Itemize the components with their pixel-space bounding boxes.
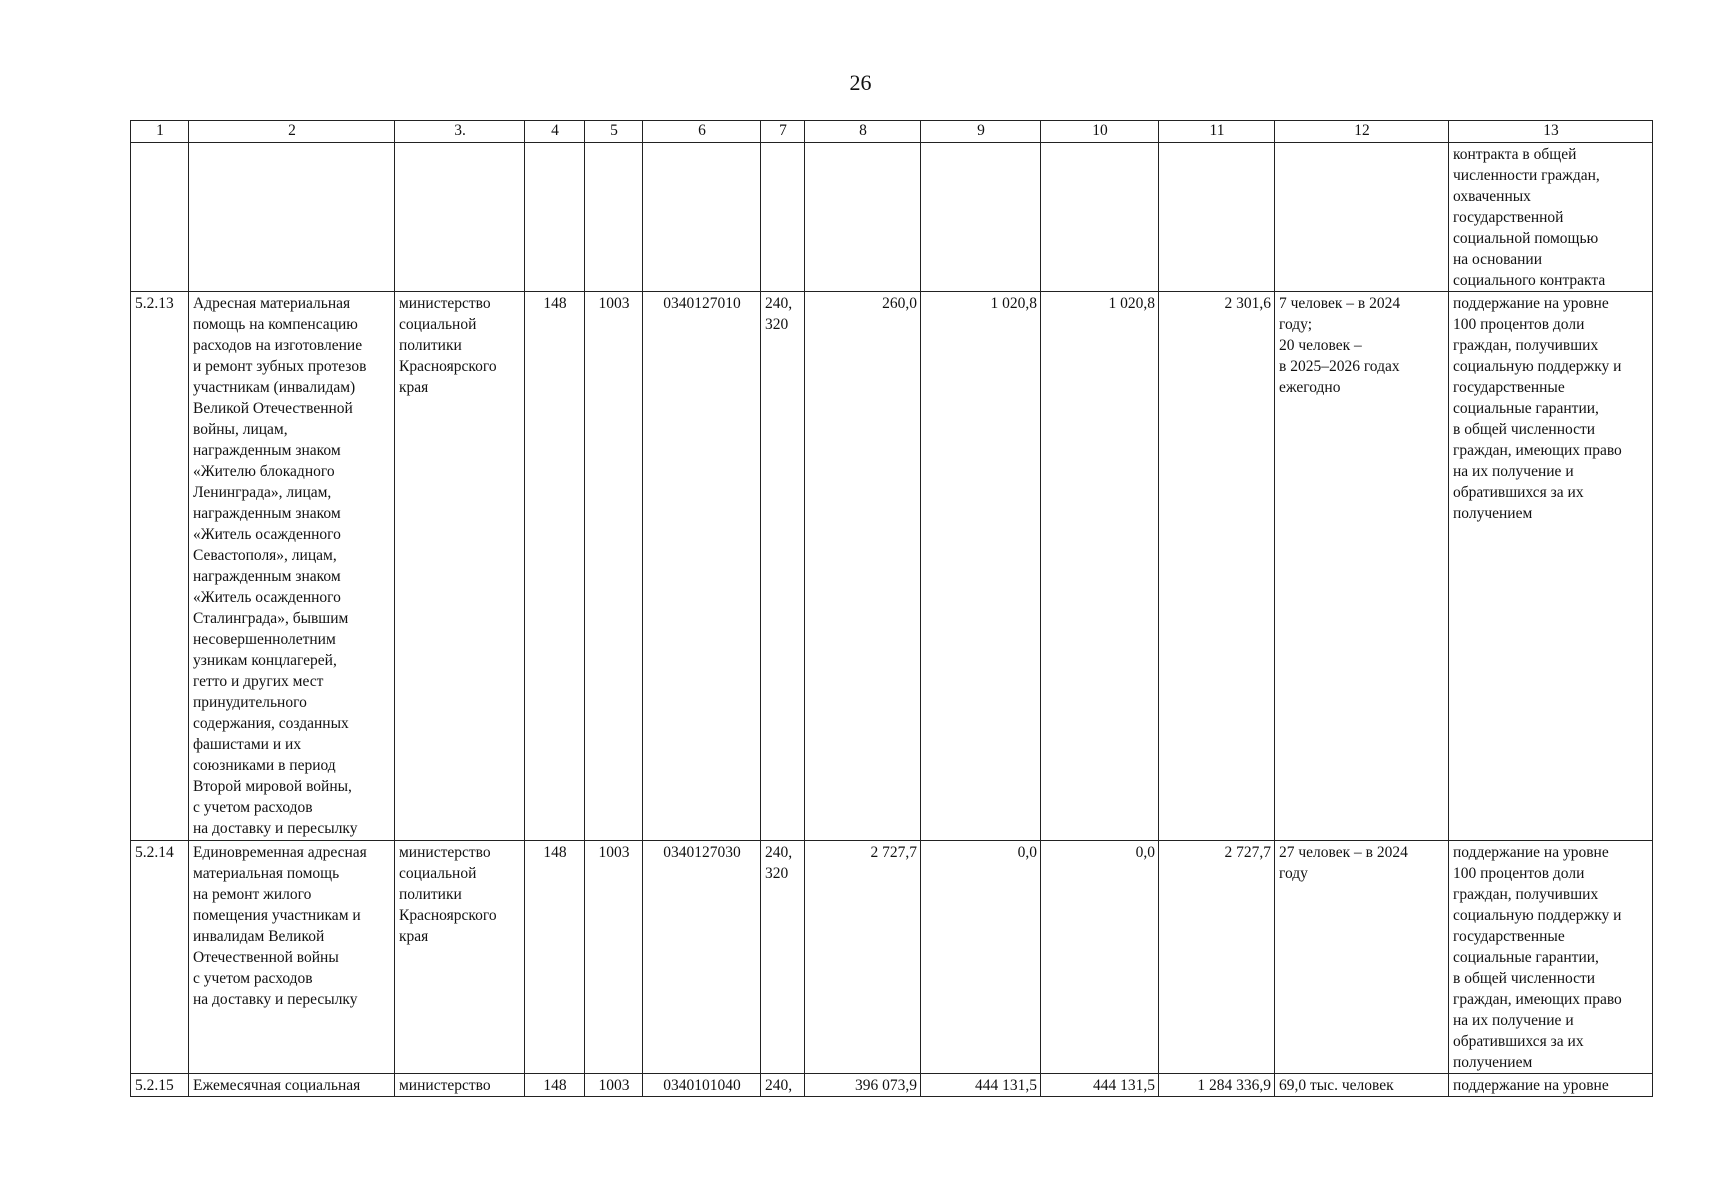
cell-amount-2026: 1 020,8 — [1041, 292, 1159, 841]
column-number: 1 — [131, 121, 189, 143]
cell-amount-total: 1 284 336,9 — [1159, 1074, 1275, 1097]
cell-name — [189, 143, 395, 292]
column-number-row — [131, 121, 1653, 143]
column-number: 11 — [1159, 121, 1275, 143]
column-number: 7 — [761, 121, 805, 143]
cell-responsible: министерство социальной политики Красноярского края — [395, 841, 525, 1074]
cell-rzpr — [585, 143, 643, 292]
cell-name: Единовременная адресная материальная помощь на ремонт жилого помещения участникам и инвалидам Великой Отечественной войны с учетом расходов на доставку и пересылку — [189, 841, 395, 1074]
column-number: 2 — [189, 121, 395, 143]
cell-number: 5.2.13 — [131, 292, 189, 841]
cell-csr — [643, 143, 761, 292]
cell-rzpr: 1003 — [585, 292, 643, 841]
cell-csr: 0340127010 — [643, 292, 761, 841]
cell-csr: 0340127030 — [643, 841, 761, 1074]
cell-amount-2026 — [1041, 143, 1159, 292]
cell-indicator: поддержание на уровне — [1449, 1074, 1653, 1097]
cell-result: 27 человек – в 2024 году — [1275, 841, 1449, 1074]
cell-vr: 240, 320 — [761, 292, 805, 841]
cell-grbs: 148 — [525, 292, 585, 841]
program-table — [130, 120, 1653, 1097]
cell-grbs — [525, 143, 585, 292]
column-number: 12 — [1275, 121, 1449, 143]
cell-amount-2026: 444 131,5 — [1041, 1074, 1159, 1097]
cell-grbs: 148 — [525, 841, 585, 1074]
cell-responsible: министерство — [395, 1074, 525, 1097]
cell-number — [131, 143, 189, 292]
cell-rzpr: 1003 — [585, 1074, 643, 1097]
cell-indicator: контракта в общей численности граждан, охваченных государственной социальной помощью на основании социального контракта — [1449, 143, 1653, 292]
cell-amount-2024 — [805, 143, 921, 292]
cell-amount-total: 2 301,6 — [1159, 292, 1275, 841]
cell-responsible — [395, 143, 525, 292]
cell-indicator: поддержание на уровне 100 процентов доли граждан, получивших социальную поддержку и государственные социальные гарантии, в общей численности граждан, имеющих право на их получение и обратившихся за их получением — [1449, 292, 1653, 841]
cell-amount-2024: 2 727,7 — [805, 841, 921, 1074]
cell-number: 5.2.14 — [131, 841, 189, 1074]
cell-vr — [761, 143, 805, 292]
table-row-5-2-15 — [131, 1074, 1653, 1097]
cell-name: Адресная материальная помощь на компенсацию расходов на изготовление и ремонт зубных протезов участникам (инвалидам) Великой Отечественной войны, лицам, награжденным знаком «Жителю блокадного Ленинграда», лицам, награжденным знаком «Житель осажденного Севастополя», лицам, награжденным знаком «Житель осажденного Сталинграда», бывшим несовершеннолетним узникам концлагерей, гетто и других мест принудительного содержания, созданных фашистами и их союзниками в период Второй мировой войны, с учетом расходов на доставку и пересылку — [189, 292, 395, 841]
cell-amount-2025: 1 020,8 — [921, 292, 1041, 841]
cell-number: 5.2.15 — [131, 1074, 189, 1097]
cell-indicator: поддержание на уровне 100 процентов доли граждан, получивших социальную поддержку и государственные социальные гарантии, в общей численности граждан, имеющих право на их получение и обратившихся за их получением — [1449, 841, 1653, 1074]
table-row-continuation — [131, 143, 1653, 292]
cell-responsible: министерство социальной политики Красноярского края — [395, 292, 525, 841]
column-number: 8 — [805, 121, 921, 143]
cell-name: Ежемесячная социальная — [189, 1074, 395, 1097]
column-number: 4 — [525, 121, 585, 143]
cell-amount-2024: 260,0 — [805, 292, 921, 841]
cell-result: 69,0 тыс. человек — [1275, 1074, 1449, 1097]
cell-amount-2026: 0,0 — [1041, 841, 1159, 1074]
cell-csr: 0340101040 — [643, 1074, 761, 1097]
table-row-5-2-14 — [131, 841, 1653, 1074]
cell-amount-total: 2 727,7 — [1159, 841, 1275, 1074]
cell-result: 7 человек – в 2024 году; 20 человек – в 2025–2026 годах ежегодно — [1275, 292, 1449, 841]
cell-vr: 240, 320 — [761, 841, 805, 1074]
column-number: 5 — [585, 121, 643, 143]
cell-amount-2025 — [921, 143, 1041, 292]
cell-amount-2024: 396 073,9 — [805, 1074, 921, 1097]
column-number: 13 — [1449, 121, 1653, 143]
table-row-5-2-13 — [131, 292, 1653, 841]
cell-grbs: 148 — [525, 1074, 585, 1097]
cell-amount-total — [1159, 143, 1275, 292]
cell-vr: 240, — [761, 1074, 805, 1097]
cell-result — [1275, 143, 1449, 292]
cell-amount-2025: 444 131,5 — [921, 1074, 1041, 1097]
cell-rzpr: 1003 — [585, 841, 643, 1074]
column-number: 9 — [921, 121, 1041, 143]
column-number: 6 — [643, 121, 761, 143]
cell-amount-2025: 0,0 — [921, 841, 1041, 1074]
page-number: 26 — [849, 70, 872, 95]
column-number: 3. — [395, 121, 525, 143]
column-number: 10 — [1041, 121, 1159, 143]
